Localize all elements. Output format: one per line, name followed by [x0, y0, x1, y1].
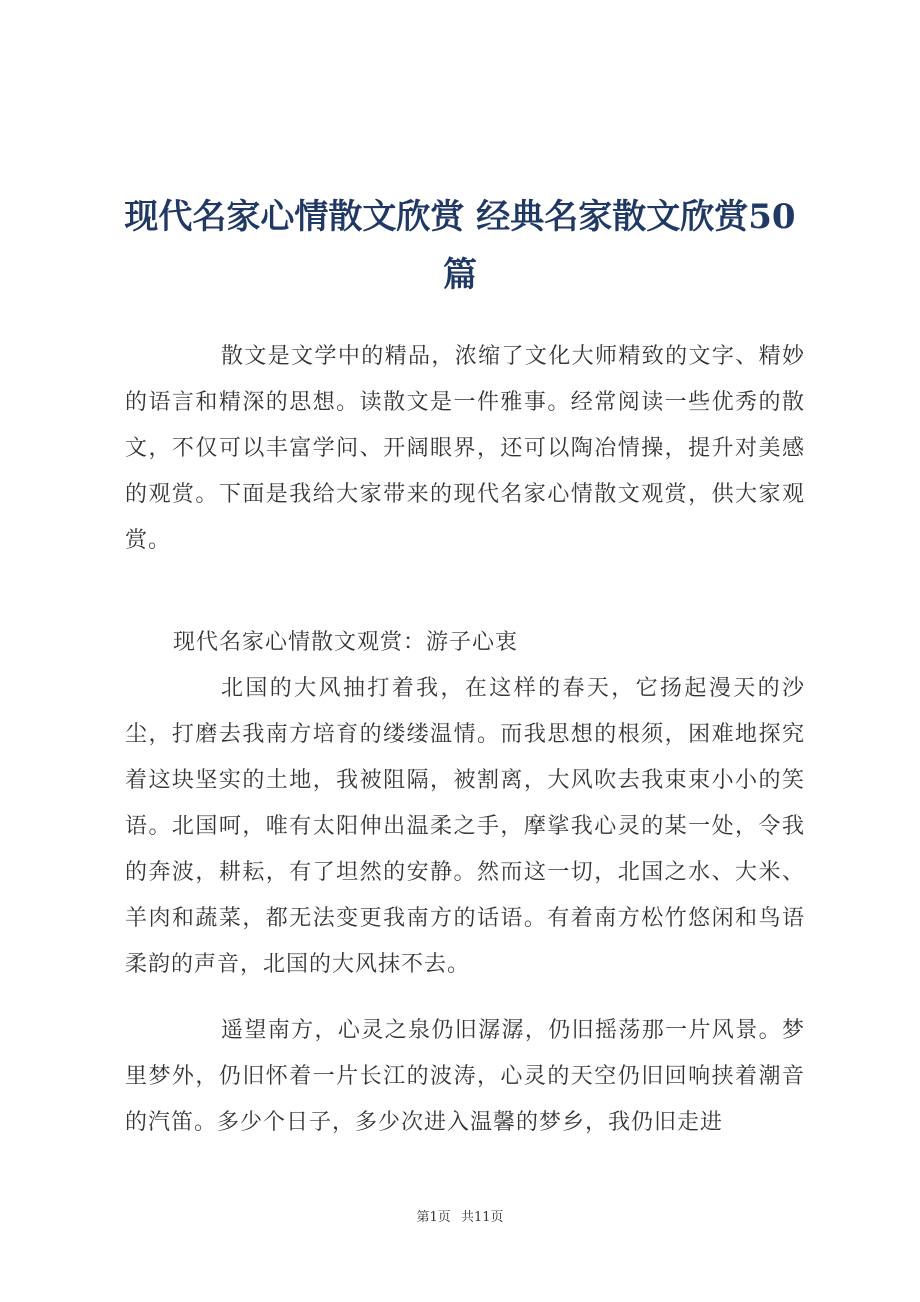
- page-number: 第1页: [416, 1210, 451, 1225]
- body-paragraph-2: 遥望南方，心灵之泉仍旧潺潺，仍旧摇荡那一片风景。梦里梦外，仍旧怀着一片长江的波涛，心灵的天空仍旧回响挟着潮音的汽笛。多少个日子，多少次进入温馨的梦乡，我仍旧走进: [125, 1018, 805, 1135]
- section-heading: 现代名家心情散文观赏：游子心衷: [173, 630, 519, 655]
- intro-paragraph: 散文是文学中的精品，浓缩了文化大师精致的文字、精妙的语言和精深的思想。读散文是一件雅事。经常阅读一些优秀的散文，不仅可以丰富学问、开阔眼界，还可以陶冶情操，提升对美感的观赏。下面是我给大家带来的现代名家心情散文观赏，供大家观赏。: [125, 344, 805, 553]
- total-pages: 共11页: [460, 1210, 504, 1225]
- body-paragraph-1: 北国的大风抽打着我，在这样的春天，它扬起漫天的沙尘，打磨去我南方培育的缕缕温情。而我思想的根须，困难地探究着这块坚实的土地，我被阻隔，被割离，大风吹去我束束小小的笑语。北国呵，唯有太阳伸出温柔之手，摩挲我心灵的某一处，令我的奔波，耕耘，有了坦然的安静。然而这一切，北国之水、大米、羊肉和蔬菜，都无法变更我南方的话语。有着南方松竹悠闲和鸟语柔韵的声音，北国的大风抹不去。: [125, 676, 805, 977]
- page-footer: [0, 1206, 920, 1225]
- document-title: 现代名家心情散文欣赏 经典名家散文欣赏50篇: [124, 197, 796, 295]
